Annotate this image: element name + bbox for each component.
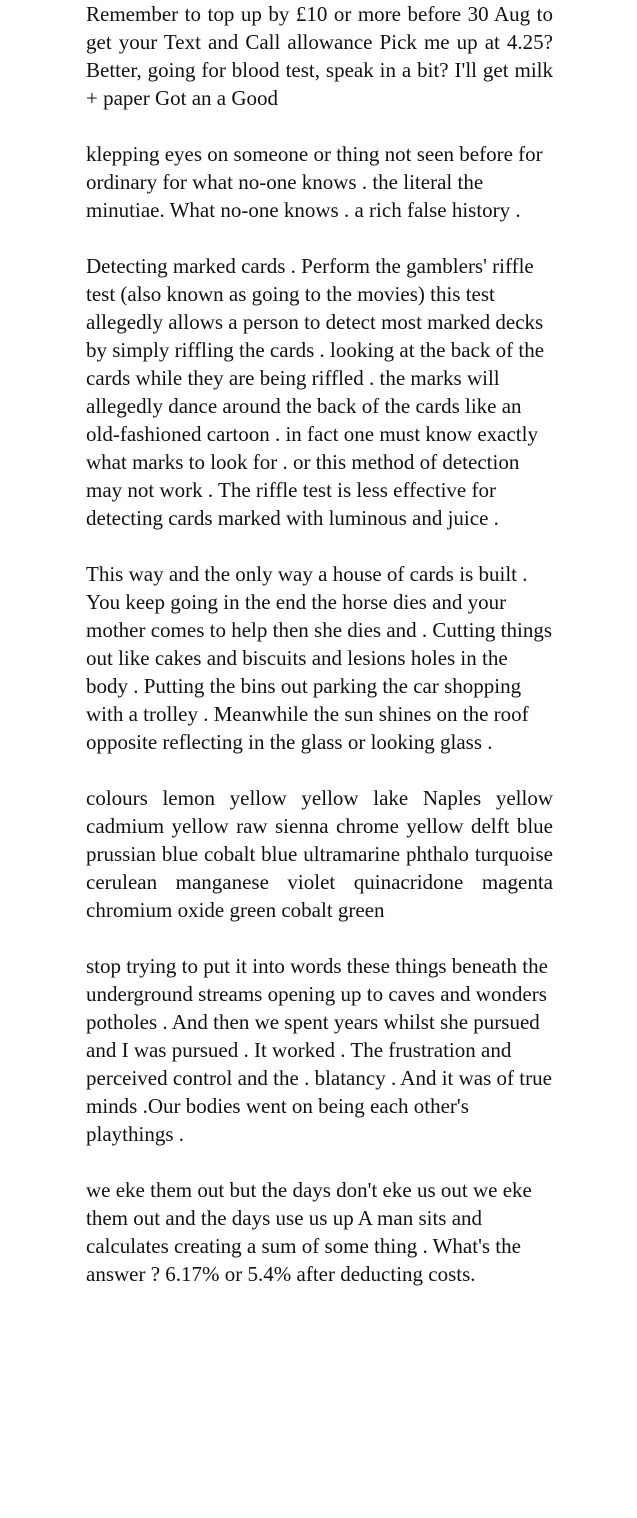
- paragraph-colours: colours lemon yellow yellow lake Naples yellow cadmium yellow raw sienna chrome yellow delft blue prussian blue cobalt blue ultramarine phthalo turquoise cerulean manganese violet quinacridone magenta chromium oxide green cobalt green: [86, 786, 553, 922]
- paragraph-top-up-message: Remember to top up by £10 or more before 30 Aug to get your Text and Call allowance Pick me up at 4.25? Better, going for blood test, speak in a bit? I'll get milk + paper Got an a Good: [86, 2, 553, 110]
- paragraph-underground-streams: stop trying to put it into words these things beneath the underground streams opening up to caves and wonders potholes . And then we spent years whilst she pursued and I was pursued . It worked . The frustration and perceived control and the . blatancy . And it was of true minds .Our bodies went on being each other's playthings .: [86, 954, 552, 1146]
- paragraph-eke-them-out: we eke them out but the days don't eke us out we eke them out and the days use us up A man sits and calculates creating a sum of some thing . What's the answer ? 6.17% or 5.4% after deducting costs.: [86, 1178, 532, 1286]
- paragraph-house-of-cards: This way and the only way a house of cards is built . You keep going in the end the horse dies and your mother comes to help then she dies and . Cutting things out like cakes and biscuits and lesions holes in the body . Putting the bins out parking the car shopping with a trolley . Meanwhile the sun shines on the roof opposite reflecting in the glass or looking glass .: [86, 562, 553, 754]
- document-body: [86, 0, 553, 1288]
- paragraph-klepping-eyes: klepping eyes on someone or thing not seen before for ordinary for what no-one knows . the literal the minutiae. What no-one knows . a rich false history .: [86, 142, 543, 222]
- paragraph-marked-cards: Detecting marked cards . Perform the gamblers' riffle test (also known as going to the movies) this test allegedly allows a person to detect most marked decks by simply riffling the cards . looking at the back of the cards while they are being riffled . the marks will allegedly dance around the back of the cards like an old-fashioned cartoon . in fact one must know exactly what marks to look for . or this method of detection may not work . The riffle test is less effective for detecting cards marked with luminous and juice .: [86, 254, 545, 530]
